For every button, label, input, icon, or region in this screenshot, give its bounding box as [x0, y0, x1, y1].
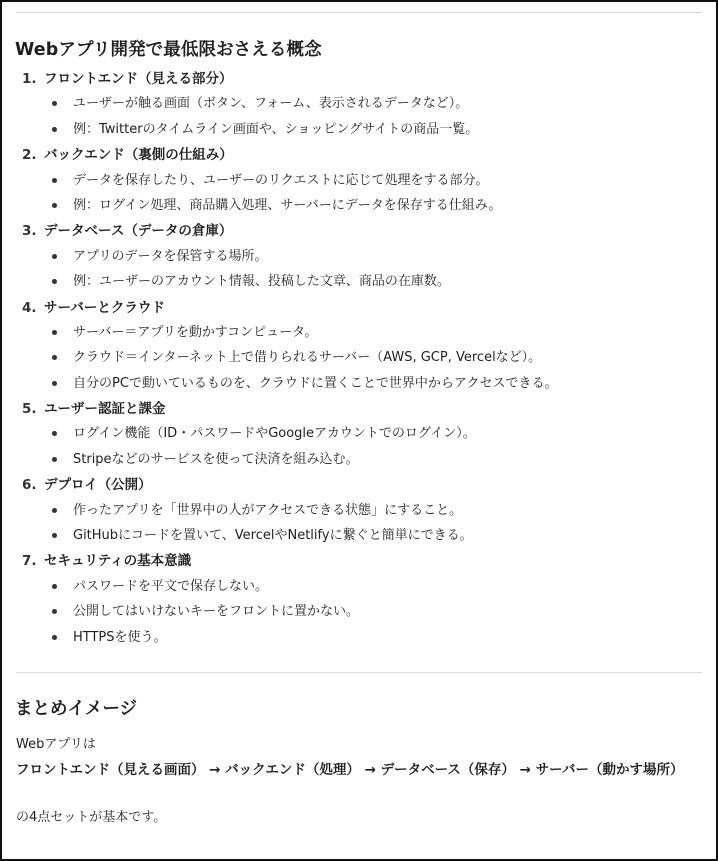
concept-header: [2, 295, 716, 320]
item-title: ユーザー認証と課金: [44, 401, 166, 418]
list-item: [2, 193, 716, 218]
concept-item-frontend: [2, 66, 716, 142]
list-item: [2, 371, 716, 396]
item-title: デプロイ（公開）: [44, 477, 152, 494]
top-divider: [16, 12, 702, 13]
item-number: 2.: [22, 147, 37, 164]
item-number: 7.: [22, 553, 37, 570]
bullet-icon: [52, 178, 57, 183]
bullet-icon: [52, 584, 57, 589]
bullet-icon: [52, 431, 57, 436]
bullet-text: 例：ユーザーのアカウント情報、投稿した文章、商品の在庫数。: [73, 274, 450, 290]
bullet-icon: [52, 254, 57, 259]
concept-item-database: [2, 218, 716, 294]
list-item: [2, 91, 716, 116]
list-item: [2, 421, 716, 446]
list-item: [2, 625, 716, 650]
bullet-icon: [52, 101, 57, 106]
list-item: [2, 320, 716, 345]
concept-item-server-cloud: [2, 295, 716, 397]
bullet-icon: [52, 533, 57, 538]
bullet-text: Stripeなどのサービスを使って決済を組み込む。: [73, 451, 359, 467]
bullet-text: GitHubにコードを置いて、VercelやNetlifyに繋ぐと簡単にできる。: [73, 528, 473, 544]
list-item: [2, 168, 716, 193]
concept-header: [2, 142, 716, 167]
item-title: サーバーとクラウド: [44, 299, 165, 316]
item-number: 6.: [22, 477, 37, 494]
bullet-icon: [52, 381, 57, 386]
bullet-text: 例：ログイン処理、商品購入処理、サーバーにデータを保存する仕組み。: [73, 197, 502, 213]
summary-outro: の4点セットが基本です。: [16, 810, 167, 825]
bullet-text: ユーザーが触る画面（ボタン、フォーム、表示されるデータなど）。: [73, 96, 469, 112]
list-item: [2, 523, 716, 548]
item-number: 1.: [22, 71, 37, 87]
bullet-text: 公開してはいけないキーをフロントに置かない。: [73, 604, 360, 620]
bullet-icon: [52, 127, 57, 132]
bullet-text: 自分のPCで動いているものを、クラウドに置くことで世界中からアクセスできる。: [73, 375, 558, 391]
concept-header: [2, 66, 716, 91]
summary-intro: Webアプリは: [16, 737, 96, 752]
bullet-icon: [52, 203, 57, 208]
list-item: [2, 269, 716, 294]
item-title: データベース（データの倉庫）: [44, 223, 233, 240]
bullet-list: [2, 320, 716, 396]
item-title: フロントエンド（見える部分）: [44, 71, 233, 87]
section-heading: Webアプリ開発で最低限おさえる概念: [15, 40, 322, 60]
bullet-icon: [52, 330, 57, 335]
list-item: [2, 574, 716, 599]
bullet-icon: [52, 355, 57, 360]
bullet-text: ログイン機能（ID・パスワードやGoogleアカウントでのログイン）。: [73, 426, 476, 442]
list-item: [2, 244, 716, 269]
bullet-text: パスワードを平文で保存しない。: [73, 578, 269, 594]
concept-list: [2, 66, 716, 650]
list-item: [2, 599, 716, 624]
bullet-text: サーバー＝アプリを動かすコンピュータ。: [73, 324, 318, 340]
bullet-text: アプリのデータを保管する場所。: [73, 248, 268, 264]
bullet-text: HTTPSを使う。: [73, 629, 167, 645]
concept-item-security: [2, 548, 716, 650]
concept-item-backend: [2, 142, 716, 218]
concept-header: [2, 218, 716, 243]
list-item: [2, 117, 716, 142]
concept-item-deploy: [2, 472, 716, 548]
concept-item-auth-billing: [2, 396, 716, 472]
concept-header: [2, 548, 716, 573]
bullet-list: [2, 168, 716, 219]
list-item: [2, 498, 716, 523]
bullet-icon: [52, 609, 57, 614]
item-title: バックエンド（裏側の仕組み）: [44, 147, 233, 164]
item-number: 3.: [22, 223, 37, 240]
bullet-list: [2, 498, 716, 549]
summary-heading: まとめイメージ: [15, 699, 137, 719]
bullet-list: [2, 421, 716, 472]
item-number: 5.: [22, 401, 37, 418]
bullet-text: 例：Twitterのタイムライン画面や、ショッピングサイトの商品一覧。: [73, 121, 479, 137]
bullet-text: データを保存したり、ユーザーのリクエストに応じて処理をする部分。: [73, 172, 489, 188]
list-item: [2, 447, 716, 472]
bullet-list: [2, 91, 716, 142]
concept-header: [2, 396, 716, 421]
bullet-icon: [52, 279, 57, 284]
concept-header: [2, 472, 716, 497]
section-divider: [16, 672, 702, 673]
list-item: [2, 345, 716, 370]
bullet-list: [2, 574, 716, 650]
bullet-icon: [52, 457, 57, 462]
bullet-text: クラウド＝インターネット上で借りられるサーバー（AWS, GCP, Vercelなど）。: [73, 350, 542, 366]
bullet-text: 作ったアプリを「世界中の人がアクセスできる状態」にすること。: [73, 502, 463, 518]
bullet-icon: [52, 635, 57, 640]
bullet-icon: [52, 508, 57, 513]
item-number: 4.: [22, 299, 37, 316]
summary-flow: フロントエンド（見える画面） → バックエンド（処理） → データベース（保存） → サーバー（動かす場所）: [16, 762, 684, 778]
bullet-list: [2, 244, 716, 295]
item-title: セキュリティの基本意識: [44, 553, 192, 570]
